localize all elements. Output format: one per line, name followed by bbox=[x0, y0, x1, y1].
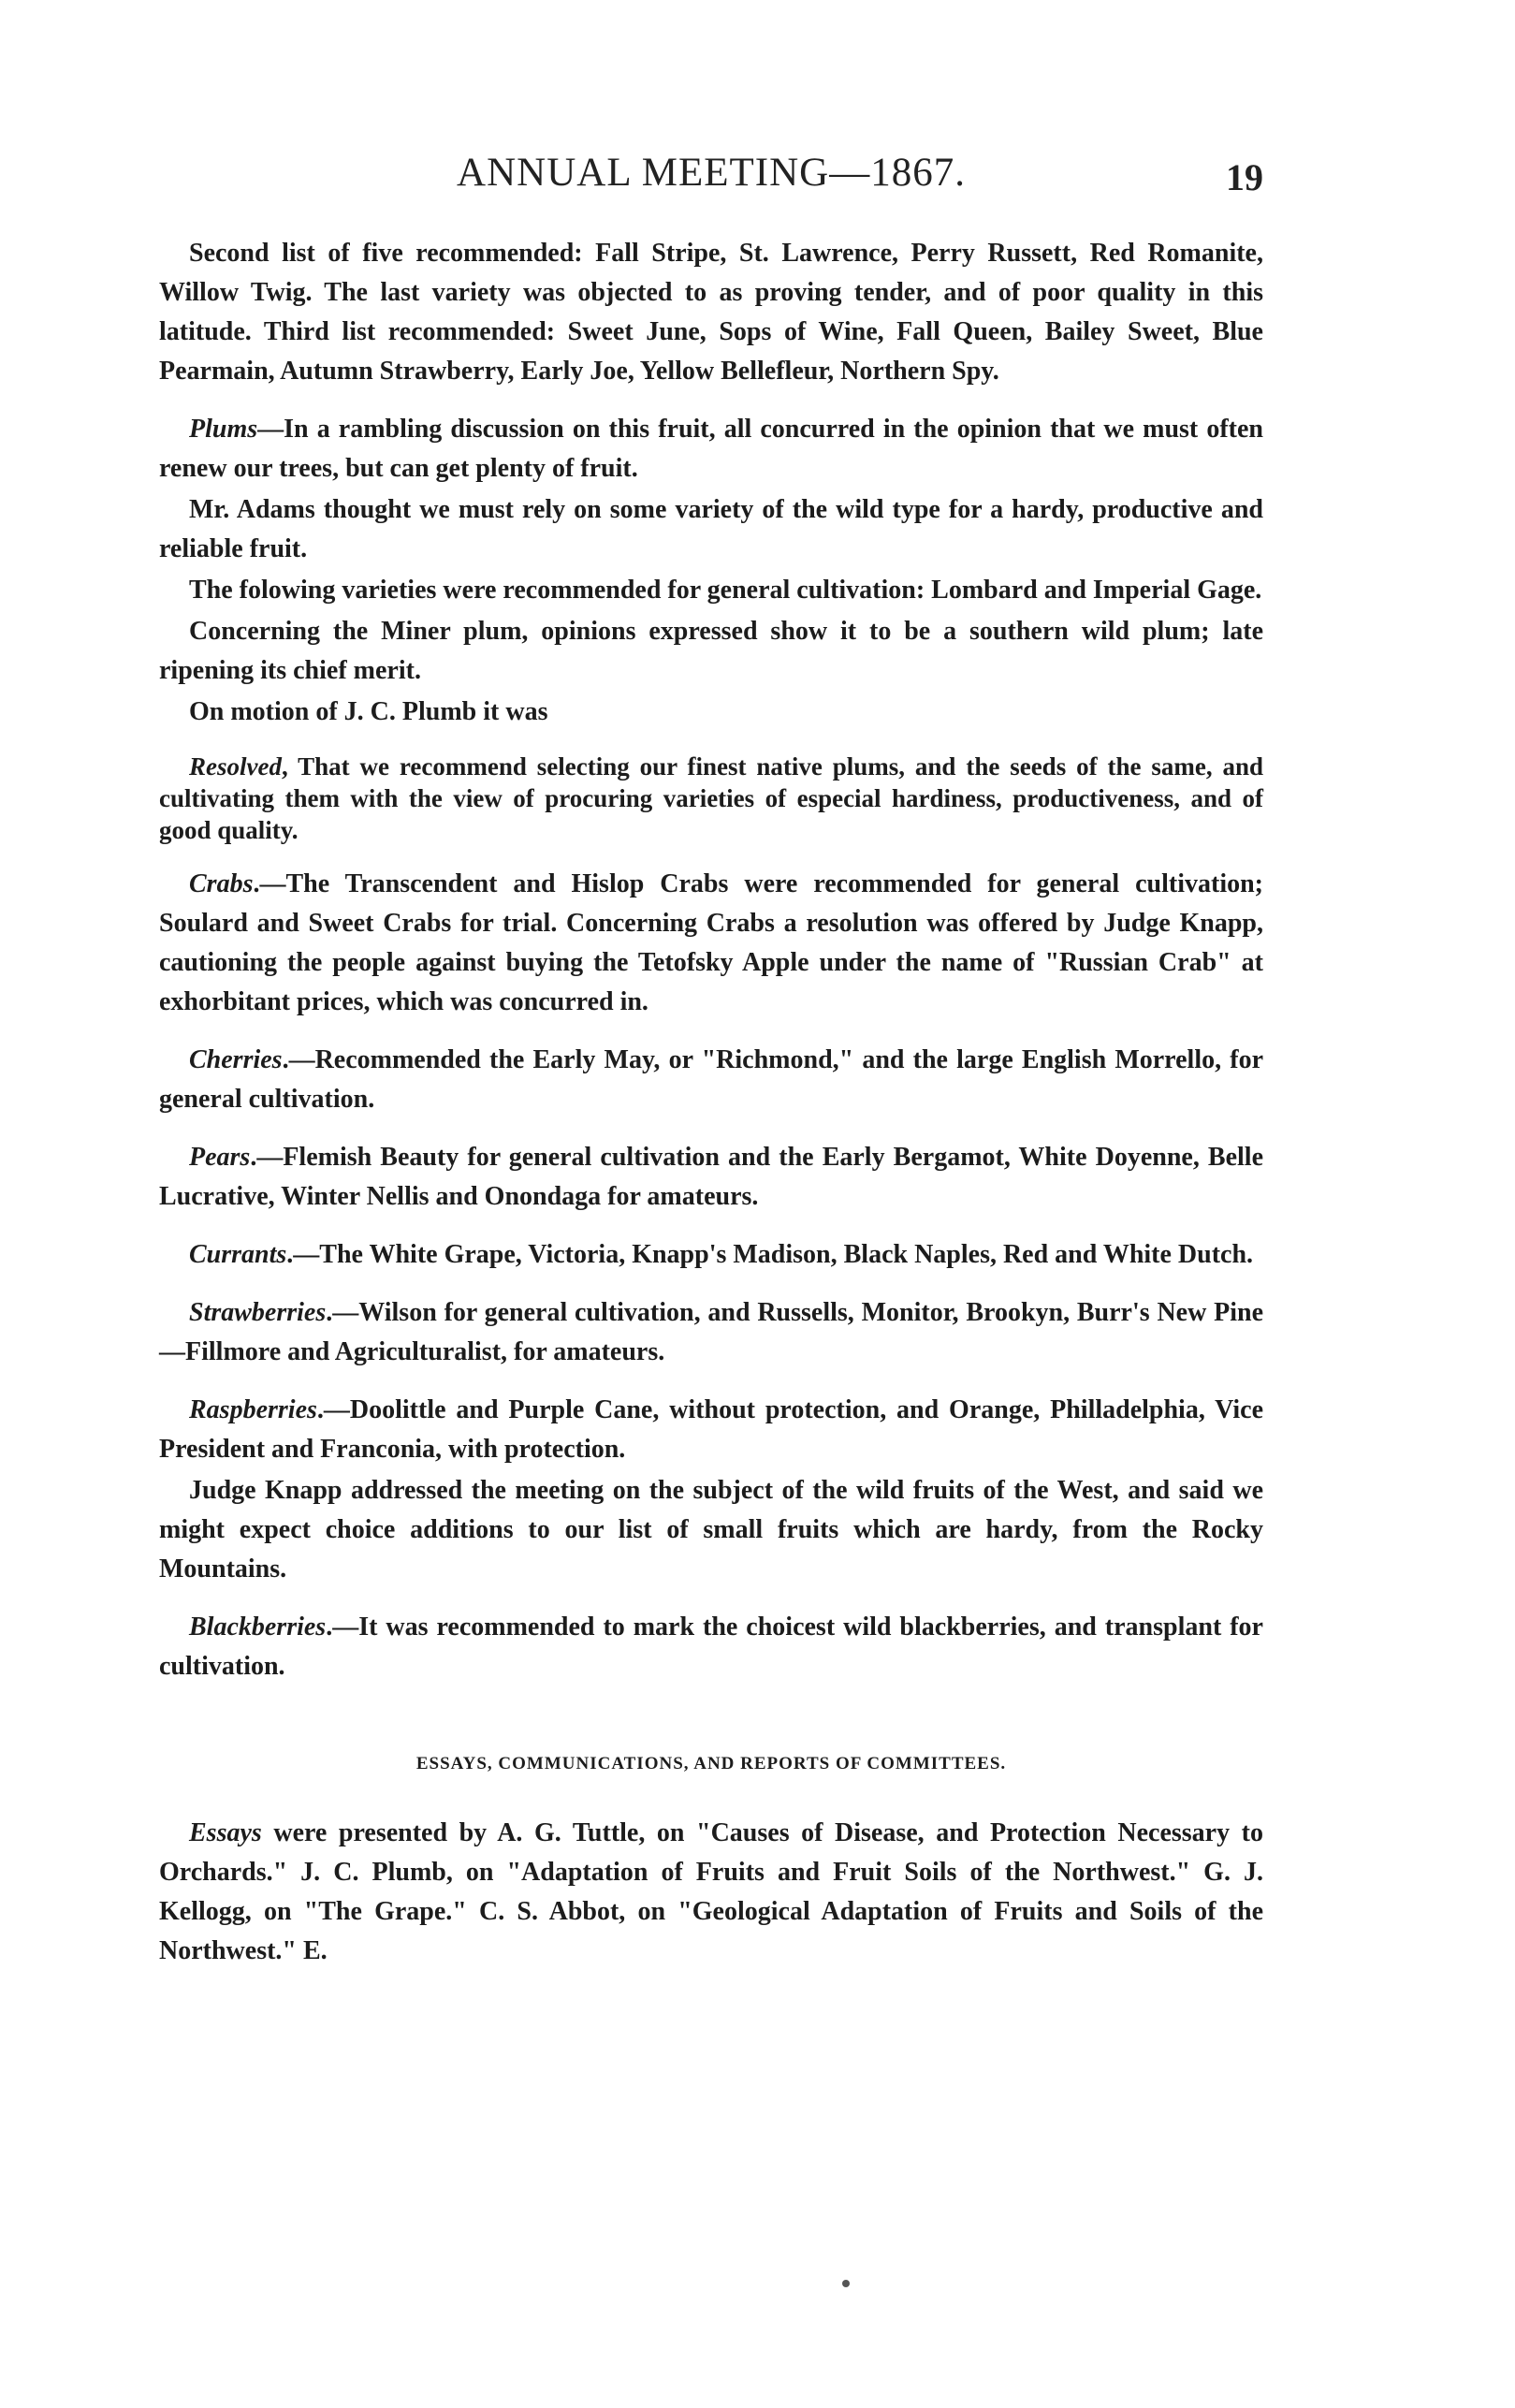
paragraph-text: Concerning the Miner plum, opinions expressed show it to be a southern wild plum; late ripening its chief merit. bbox=[159, 617, 1263, 685]
paragraph-text: , That we recommend selecting our finest native plums, and the seeds of the same, and cultivating them with the view of procuring varieties of especial hardiness, productiveness, and of good quality. bbox=[159, 752, 1263, 844]
paragraph-lead: Plums bbox=[189, 415, 258, 444]
page-header bbox=[159, 150, 1263, 215]
paragraph-text: were presented by A. G. Tuttle, on "Causes of Disease, and Protection Necessary to Orchards." J. C. Plumb, on "Adaptation of Fruits and Fruit Soils of the Northwest." G. J. Kellogg, on "The Grape." C. S. Abbot, on "Geological Adaptation of Fruits and Soils of the Northwest." E. bbox=[159, 1818, 1263, 1965]
paragraph-text: .—It was recommended to mark the choicest wild blackberries, and transplant for cultivation. bbox=[159, 1613, 1263, 1681]
paragraph-lead: Currants bbox=[189, 1240, 287, 1269]
paragraph-text: On motion of J. C. Plumb it was bbox=[189, 697, 548, 726]
paragraph-motion bbox=[159, 693, 1263, 732]
paragraph-lead: Strawberries bbox=[189, 1298, 327, 1327]
paragraph-text: .—Flemish Beauty for general cultivation and the Early Bergamot, White Doyenne, Belle Lucrative, Winter Nellis and Onondaga for amateurs. bbox=[159, 1143, 1263, 1211]
paragraph-lead: Cherries bbox=[189, 1045, 283, 1074]
paragraph-general-cultivation bbox=[159, 571, 1263, 610]
paragraph-text: .—Doolittle and Purple Cane, without protection, and Orange, Philladelphia, Vice President and Franconia, with protection. bbox=[159, 1395, 1263, 1464]
paragraph-raspberries bbox=[159, 1391, 1263, 1469]
paragraph-resolved bbox=[159, 751, 1263, 846]
paragraph-lead: Resolved bbox=[189, 752, 282, 781]
page-speck bbox=[842, 2280, 850, 2287]
paragraph-text: Mr. Adams thought we must rely on some variety of the wild type for a hardy, productive and reliable fruit. bbox=[159, 495, 1263, 563]
paragraph-miner-plum bbox=[159, 612, 1263, 691]
paragraph-lead: Crabs bbox=[189, 869, 254, 898]
paragraph-lead: Pears bbox=[189, 1143, 251, 1172]
paragraph-text: .—The Transcendent and Hislop Crabs were recommended for general cultivation; Soulard and Sweet Crabs for trial. Concerning Crabs a resolution was offered by Judge Knapp, cautioning the people against buying the Tetofsky Apple under the name of "Russian Crab" at exhorbitant prices, which was concurred in. bbox=[159, 869, 1263, 1016]
paragraph-text: .—Wilson for general cultivation, and Russells, Monitor, Brookyn, Burr's New Pine—Fillmore and Agriculturalist, for amateurs. bbox=[159, 1298, 1263, 1366]
paragraph-plums bbox=[159, 410, 1263, 489]
paragraph-cherries bbox=[159, 1041, 1263, 1119]
paragraph-text: .—Recommended the Early May, or "Richmond," and the large English Morrello, for general cultivation. bbox=[159, 1045, 1263, 1114]
section-heading: ESSAYS, COMMUNICATIONS, AND REPORTS OF COMMITTEES. bbox=[415, 1754, 1007, 1773]
paragraph-adams bbox=[159, 490, 1263, 569]
page-number: 19 bbox=[1226, 156, 1263, 198]
running-title: ANNUAL MEETING—1867. bbox=[457, 151, 966, 195]
paragraph-blackberries bbox=[159, 1608, 1263, 1686]
paragraph-lead: Blackberries bbox=[189, 1613, 327, 1642]
paragraph-strawberries bbox=[159, 1293, 1263, 1372]
paragraph-lead: Essays bbox=[189, 1818, 262, 1847]
paragraph-lead: Raspberries bbox=[189, 1395, 317, 1424]
book-page bbox=[159, 150, 1263, 1973]
paragraph-text: —In a rambling discussion on this fruit, all concurred in the opinion that we must often renew our trees, but can get plenty of fruit. bbox=[159, 415, 1263, 483]
paragraph-pears bbox=[159, 1138, 1263, 1217]
body-text bbox=[159, 234, 1263, 1971]
paragraph-text: Judge Knapp addressed the meeting on the subject of the wild fruits of the West, and said we might expect choice additions to our list of small fruits which are hardy, from the Rocky Mountains. bbox=[159, 1476, 1263, 1583]
paragraph-essays bbox=[159, 1814, 1263, 1971]
paragraph-text: The folowing varieties were recommended for general cultivation: Lombard and Imperial Gage. bbox=[189, 576, 1262, 605]
paragraph-text: .—The White Grape, Victoria, Knapp's Madison, Black Naples, Red and White Dutch. bbox=[286, 1240, 1254, 1269]
paragraph-apple-lists bbox=[159, 234, 1263, 391]
paragraph-crabs bbox=[159, 865, 1263, 1022]
paragraph-knapp bbox=[159, 1471, 1263, 1589]
paragraph-currants bbox=[159, 1235, 1263, 1275]
paragraph-text: Second list of five recommended: Fall Stripe, St. Lawrence, Perry Russett, Red Romanite, Willow Twig. The last variety was objected to as proving tender, and of poor quality in this latitude. Third list recommended: Sweet June, Sops of Wine, Fall Queen, Bailey Sweet, Blue Pearmain, Autumn Strawberry, Early Joe, Yellow Bellefleur, Northern Spy. bbox=[159, 239, 1263, 386]
